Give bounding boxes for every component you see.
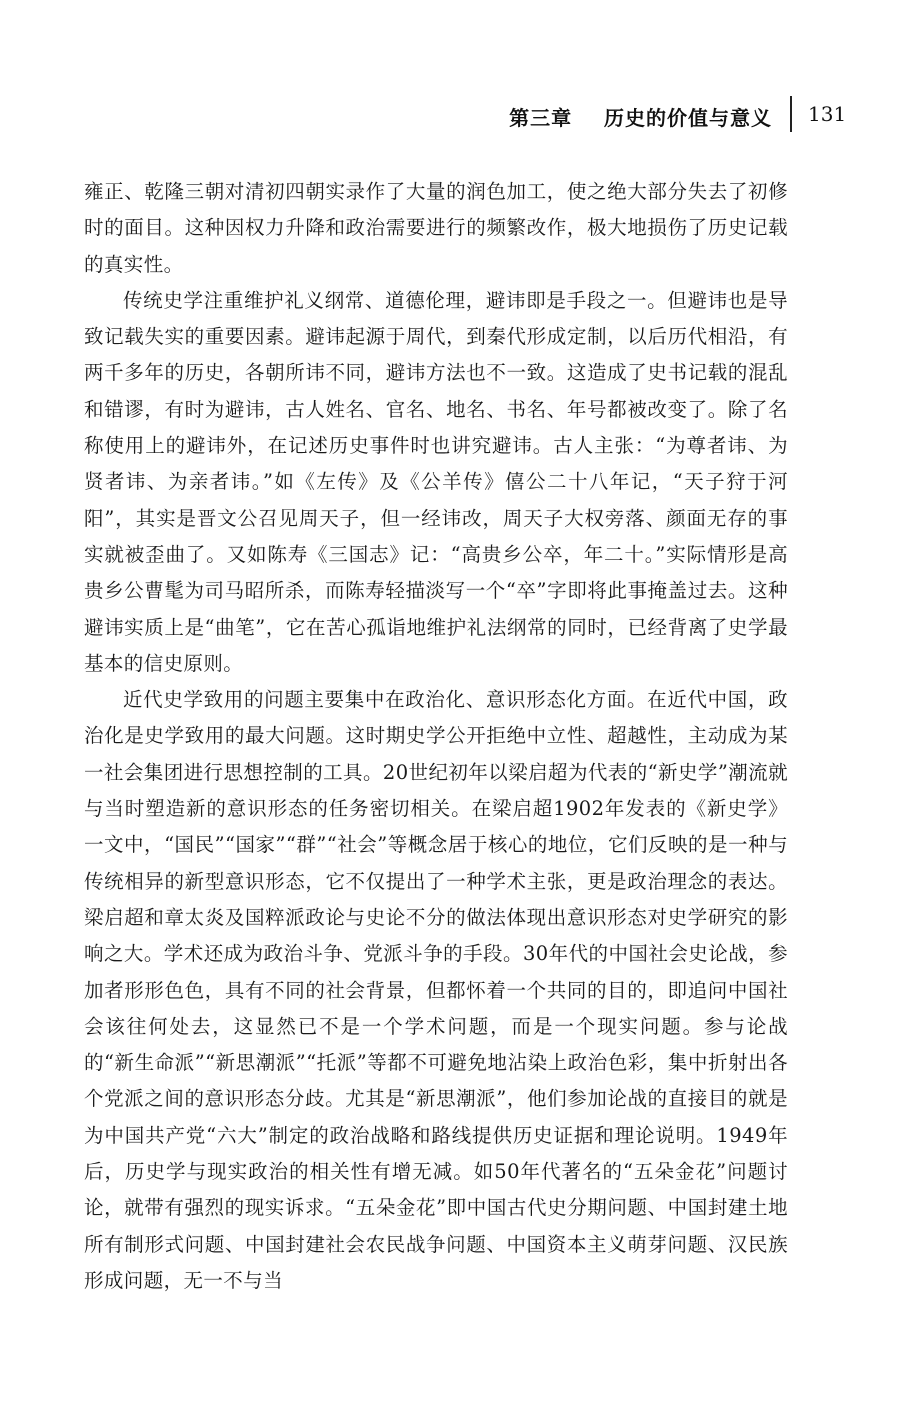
paragraph-continued: 雍正、乾隆三朝对清初四朝实录作了大量的润色加工，使之绝大部分失去了初修时的面目。这种因权力升降和政治需要进行的频繁改作，极大地损伤了历史记载的真实性。 — [84, 180, 788, 276]
paragraph-modern-historiography: 近代史学致用的问题主要集中在政治化、意识形态化方面。在近代中国，政治化是史学致用的最大问题。这时期史学公开拒绝中立性、超越性，主动成为某一社会集团进行思想控制的工具。20世纪初年以梁启超为代表的“新史学”潮流就与当时塑造新的意识形态的任务密切相关。在梁启超1902年发表的《新史学》一文中，“国民”“国家”“群”“社会”等概念居于核心的地位，它们反映的是一种与传统相异的新型意识形态，它不仅提出了一种学术主张，更是政治理念的表达。梁启超和章太炎及国粹派政论与史论不分的做法体现出意识形态对史学研究的影响之大。学术还成为政治斗争、党派斗争的手段。30年代的中国社会史论战，参加者形形色色，具有不同的社会背景，但都怀着一个共同的目的，即追问中国社会该往何处去，这显然已不是一个学术问题，而是一个现实问题。参与论战的“新生命派”“新思潮派”“托派”等都不可避免地沾染上政治色彩，集中折射出各个党派之间的意识形态分歧。尤其是“新思潮派”，他们参加论战的直接目的就是为中国共产党“六大”制定的政治战略和路线提供历史证据和理论说明。1949年后，历史学与现实政治的相关性有增无减。如50年代著名的“五朵金花”问题讨论，就带有强烈的现实诉求。“五朵金花”即中国古代史分期问题、中国封建土地所有制形式问题、中国封建社会农民战争问题、中国资本主义萌芽问题、汉民族形成问题，无一不与当 — [84, 688, 788, 1292]
header-divider — [790, 96, 792, 132]
page-number: 131 — [808, 102, 847, 126]
running-header — [0, 96, 900, 136]
paragraph-taboo: 传统史学注重维护礼义纲常、道德伦理，避讳即是手段之一。但避讳也是导致记载失实的重要因素。避讳起源于周代，到秦代形成定制，以后历代相沿，有两千多年的历史，各朝所讳不同，避讳方法也不一致。这造成了史书记载的混乱和错谬，有时为避讳，古人姓名、官名、地名、书名、年号都被改变了。除了名称使用上的避讳外，在记述历史事件时也讲究避讳。古人主张：“为尊者讳、为贤者讳、为亲者讳。”如《左传》及《公羊传》僖公二十八年记，“天子狩于河阳”，其实是晋文公召见周天子，但一经讳改，周天子大权旁落、颜面无存的事实就被歪曲了。又如陈寿《三国志》记：“高贵乡公卒，年二十。”实际情形是高贵乡公曹髦为司马昭所杀，而陈寿轻描淡写一个“卒”字即将此事掩盖过去。这种避讳实质上是“曲笔”，它在苦心孤诣地维护礼法纲常的同时，已经背离了史学最基本的信史原则。 — [84, 288, 788, 675]
page-body — [84, 174, 788, 1299]
chapter-title: 第三章 历史的价值与意义 — [509, 106, 772, 130]
